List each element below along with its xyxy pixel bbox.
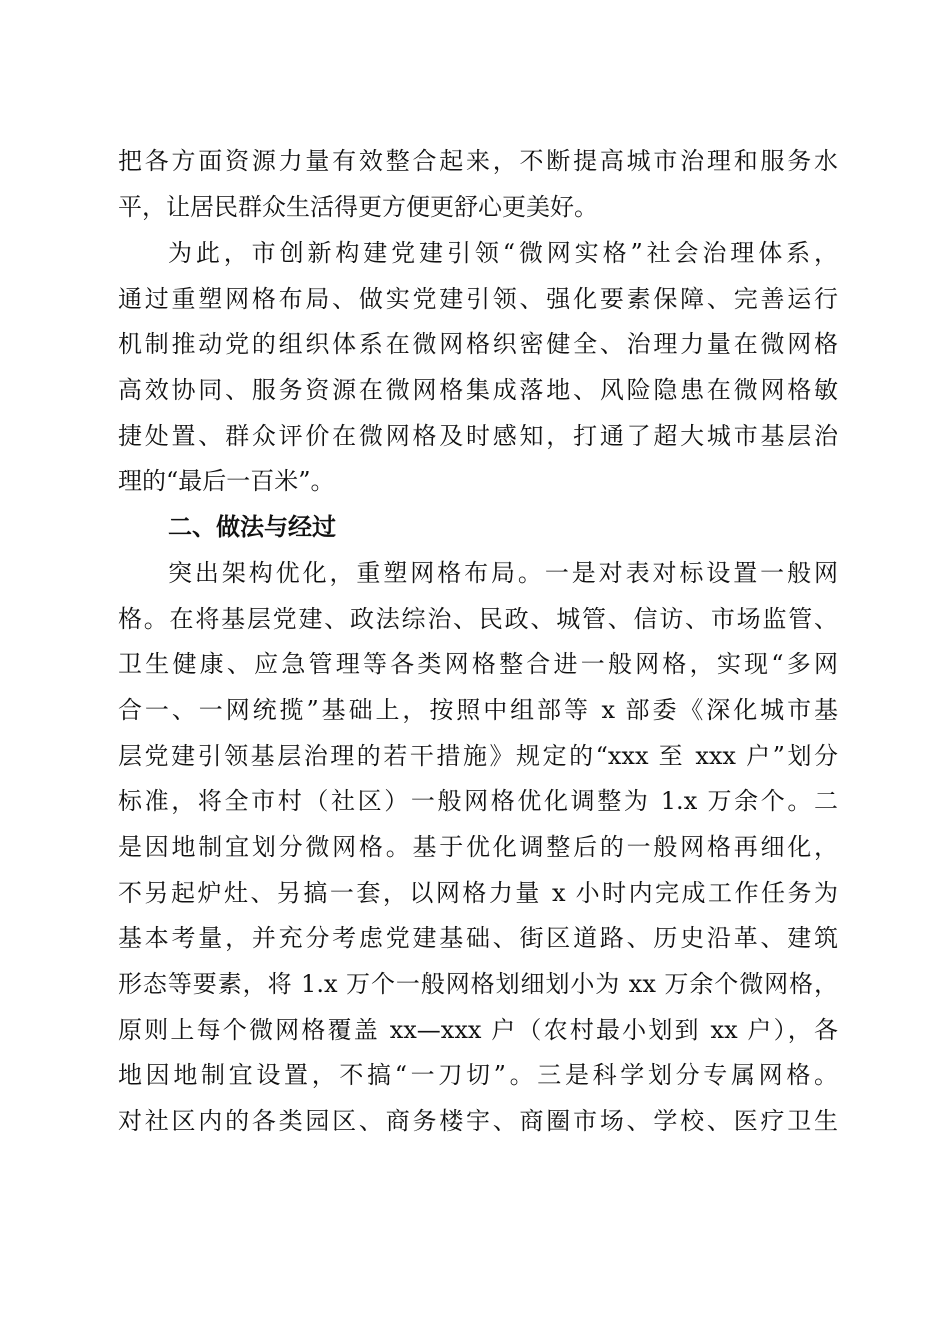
section-heading: 二、做法与经过 <box>168 513 336 541</box>
text-line: 对社区内的各类园区、商务楼宇、商圈市场、学校、医疗卫生 <box>118 1107 838 1135</box>
text-line: 卫生健康、应急管理等各类网格整合进一般网格，实现“多网 <box>118 650 838 678</box>
text-line: 平，让居民群众生活得更方便更舒心更美好。 <box>118 193 598 221</box>
text-line: 捷处置、群众评价在微网格及时感知，打通了超大城市基层治 <box>118 422 838 450</box>
text-line: 是因地制宜划分微网格。基于优化调整后的一般网格再细化， <box>118 833 838 861</box>
text-line: 合一、一网统揽”基础上，按照中组部等 x 部委《深化城市基 <box>118 696 838 724</box>
text-line: 基本考量，并充分考虑党建基础、街区道路、历史沿革、建筑 <box>118 924 838 952</box>
text-line: 层党建引领基层治理的若干措施》规定的“xxx 至 xxx 户”划分 <box>118 742 838 770</box>
text-line: 为此，市创新构建党建引领“微网实格”社会治理体系， <box>168 239 838 267</box>
text-line: 格。在将基层党建、政法综治、民政、城管、信访、市场监管、 <box>118 605 838 633</box>
text-line: 机制推动党的组织体系在微网格织密健全、治理力量在微网格 <box>118 330 838 358</box>
text-line: 理的“最后一百米”。 <box>118 467 335 495</box>
text-line: 标准，将全市村（社区）一般网格优化调整为 1.x 万余个。二 <box>118 787 838 815</box>
text-line: 原则上每个微网格覆盖 xx—xxx 户（农村最小划到 xx 户），各 <box>118 1016 838 1044</box>
text-line: 通过重塑网格布局、做实党建引领、强化要素保障、完善运行 <box>118 285 838 313</box>
text-line: 地因地制宜设置，不搞“一刀切”。三是科学划分专属网格。 <box>118 1061 838 1089</box>
text-line: 把各方面资源力量有效整合起来，不断提高城市治理和服务水 <box>118 147 838 175</box>
text-line: 高效协同、服务资源在微网格集成落地、风险隐患在微网格敏 <box>118 376 838 404</box>
text-line: 形态等要素，将 1.x 万个一般网格划细划小为 xx 万余个微网格， <box>118 970 838 998</box>
text-line: 突出架构优化，重塑网格布局。一是对表对标设置一般网 <box>168 559 838 587</box>
text-line: 不另起炉灶、另搞一套，以网格力量 x 小时内完成工作任务为 <box>118 879 838 907</box>
